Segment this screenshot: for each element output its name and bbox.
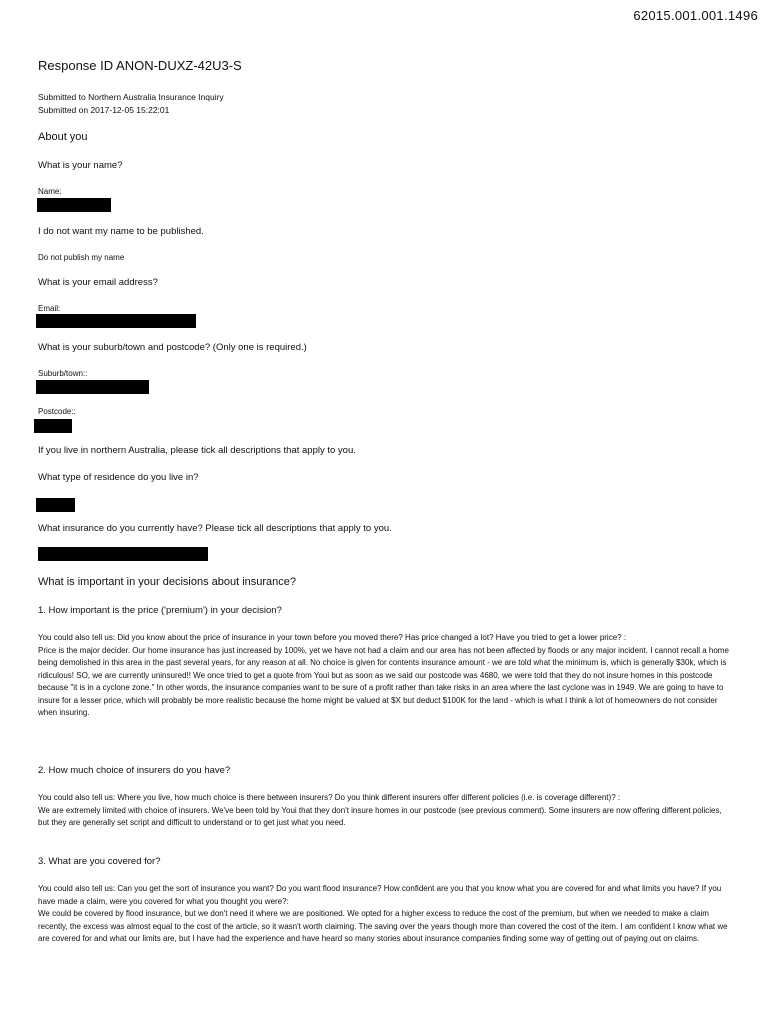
question-residence: What type of residence do you live in? — [38, 472, 199, 483]
answer-3-block — [38, 883, 730, 946]
publish-value: Do not publish my name — [38, 253, 125, 262]
postcode-label: Postcode:: — [38, 407, 76, 416]
submitted-on: Submitted on 2017-12-05 15:22:01 — [38, 105, 170, 115]
submitted-to: Submitted to Northern Australia Insurance Inquiry — [38, 92, 224, 102]
question-2-answer: We are extremely limited with choice of insurers. We've been told by Youi that they don't insure homes in our postcode (see previous comment). Some insurers are now offering different policies, but they are generally set script and difficult to understand or to get just what you need. — [38, 805, 722, 827]
name-label: Name: — [38, 187, 62, 196]
question-1-prompt: You could also tell us: Did you know about the price of insurance in your town before you moved there? Has price changed a lot? Have you tried to get a lower price? : — [38, 633, 627, 642]
answer-2-block — [38, 792, 730, 830]
email-label: Email: — [38, 304, 61, 313]
redacted-email — [36, 314, 196, 328]
question-2-prompt: You could also tell us: Where you live, how much choice is there between insurers? Do you think different insurers offer different policies (i.e. is coverage different)? : — [38, 793, 621, 802]
question-publish: I do not want my name to be published. — [38, 226, 204, 237]
redacted-name — [37, 198, 111, 212]
question-3: 3. What are you covered for? — [38, 856, 161, 867]
redacted-insurance — [38, 547, 208, 561]
redacted-suburb — [36, 380, 149, 394]
important-heading: What is important in your decisions about insurance? — [38, 576, 297, 588]
question-northern: If you live in northern Australia, please tick all descriptions that apply to you. — [38, 445, 356, 456]
answer-1-block — [38, 632, 730, 720]
question-insurance: What insurance do you currently have? Please tick all descriptions that apply to you. — [38, 523, 392, 534]
question-1: 1. How important is the price ('premium') in your decision? — [38, 605, 282, 616]
question-3-prompt: You could also tell us: Can you get the sort of insurance you want? Do you want flood insurance? How confident are you that you know what you are covered for and what limits you have? If you have made a claim, were you covered for what you thought you were?: — [38, 884, 722, 906]
redacted-postcode — [34, 419, 72, 433]
question-email: What is your email address? — [38, 277, 158, 288]
suburb-label: Suburb/town:: — [38, 369, 88, 378]
question-2: 2. How much choice of insurers do you have? — [38, 765, 231, 776]
redacted-residence — [36, 498, 75, 512]
document-id: 62015.001.001.1496 — [633, 8, 758, 23]
question-3-answer: We could be covered by flood insurance, but we don't need it where we are positioned. We opted for a higher excess to reduce the cost of the premium, but when we needed to make a claim recently, the excess was almost equal to the cost of the article, so it wasn't worth claiming. The saving over the years though more than covered the cost of the item. I am confident I know what we are covered for and what our limits are, but I have had the experience and have heard so many stories about insurance companies finding some way of getting out of paying out on claims. — [38, 909, 728, 943]
about-heading: About you — [38, 131, 88, 143]
response-title: Response ID ANON-DUXZ-42U3-S — [38, 58, 242, 73]
question-1-answer: Price is the major decider. Our home insurance has just increased by 100%, yet we have not had a claim and our area has not been affected by floods or any major incident. I cannot recall a home being demolished in this area in the past several years, for any reason at all. No choice is given for contents insurance amount - we are told what the minimum is, which is generally $30k, which is ridiculous! SO, we are currently uninsured!! We once tried to get a quote from Youi but as soon as we said our postcode was 4680, we were told that they do not insure homes in this postcode because "it is in a cyclone zone." In other words, the insurance companies want to be sure of a profit rather than take risks in an area where the last cyclone was in 1949. We are going to have to insure for a lesser price, which will probably be more realistic because the home might be valued at $X but deduct $100K for the land - which is what I think a lot of homeowners do not consider when insuring. — [38, 645, 729, 717]
question-name: What is your name? — [38, 160, 123, 171]
question-suburb: What is your suburb/town and postcode? (Only one is required.) — [38, 342, 307, 353]
